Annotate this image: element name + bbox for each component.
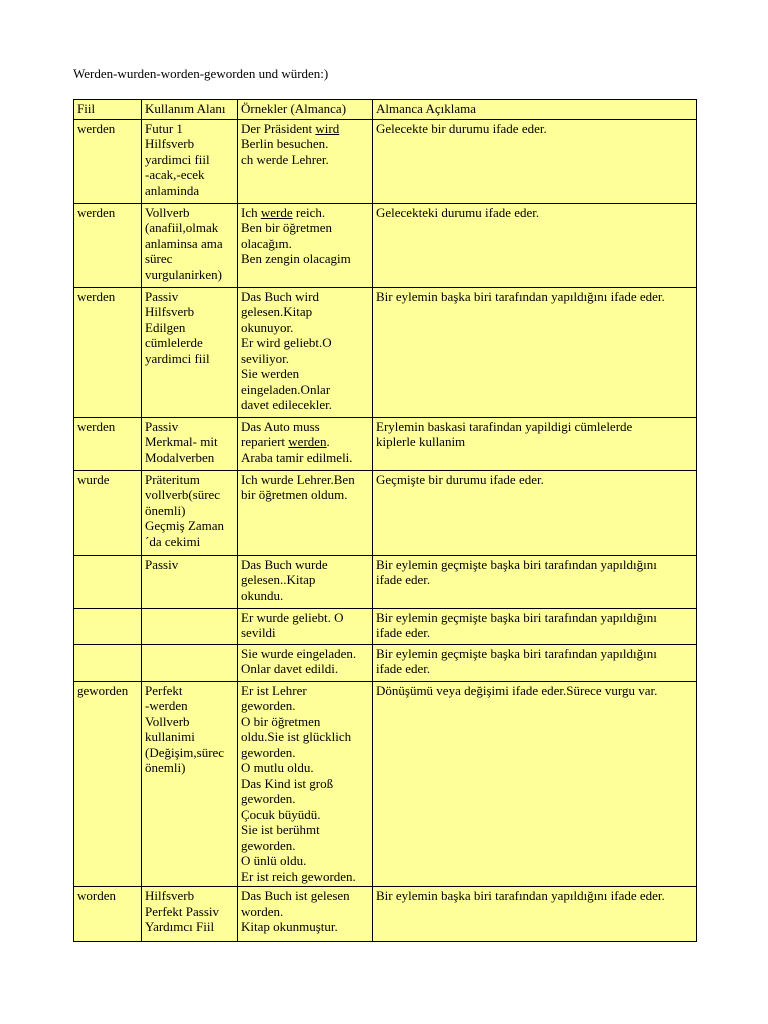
- cell-line: Hilfsverb: [145, 304, 195, 319]
- table-row: [74, 417, 697, 470]
- example-text: bir öğretmen oldum.: [241, 487, 348, 502]
- example-text: Er wurde geliebt. O: [241, 609, 344, 625]
- cell-fiil: [74, 644, 142, 681]
- cell-line: wurde: [77, 471, 110, 487]
- example-text: Sie werden: [241, 366, 300, 381]
- cell-ornekler: [238, 644, 373, 681]
- cell-line: Gelecekte bir durumu ifade eder.: [376, 120, 547, 136]
- example-text: worden.: [241, 903, 284, 919]
- cell-fiil: [74, 681, 142, 887]
- cell-line: Geçmiş Zaman: [145, 518, 225, 533]
- example-text: Das Kind ist groß: [241, 775, 334, 791]
- cell-line: (anafiil,olmak: [145, 220, 219, 235]
- example-line: [241, 661, 369, 677]
- example-line: [241, 588, 369, 604]
- example-line: [241, 919, 369, 935]
- example-text: Ben bir öğretmen: [241, 220, 332, 235]
- cell-line: ifade eder.: [376, 625, 431, 640]
- cell-aciklama: [373, 203, 697, 287]
- example-text: O ünlü oldu.: [241, 853, 307, 868]
- cell-line: Bir eylemin başka biri tarafından yapıldığını ifade eder.: [376, 288, 665, 304]
- example-line: [241, 289, 369, 305]
- example-text: Onlar davet edildi.: [241, 661, 339, 676]
- example-text: sevildi: [241, 625, 276, 640]
- cell-line: anlaminsa ama: [145, 235, 223, 251]
- example-text: Berlin besuchen.: [241, 136, 329, 151]
- example-line: [241, 121, 369, 137]
- cell-line: Bir eylemin başka biri tarafından yapıldığını ifade eder.: [376, 888, 665, 903]
- example-line: [241, 136, 369, 152]
- cell-line: Yardımcı Fiil: [145, 919, 215, 934]
- example-text: Das Auto muss: [241, 418, 320, 434]
- example-text: geworden.: [241, 837, 296, 853]
- cell-line: kullanimi: [145, 729, 195, 744]
- cell-line: Hilfsverb: [145, 136, 195, 151]
- cell-line: önemli): [145, 760, 186, 775]
- example-line: [241, 791, 369, 807]
- table-body: [74, 100, 697, 942]
- cell-ornekler: [238, 470, 373, 555]
- table-row: [74, 119, 697, 203]
- cell-fiil: [74, 417, 142, 470]
- cell-aciklama: [373, 287, 697, 417]
- header-cell-kullanim: Kullanım Alanı: [142, 100, 238, 120]
- cell-line: sürec: [145, 251, 173, 266]
- cell-line: Modalverben: [145, 449, 215, 465]
- example-line: [241, 450, 369, 466]
- example-line: [241, 807, 369, 823]
- example-line: [241, 904, 369, 920]
- cell-line: ifade eder.: [376, 572, 431, 587]
- example-line: [241, 625, 369, 641]
- cell-line: kiplerle kullanim: [376, 434, 466, 449]
- cell-aciklama: [373, 417, 697, 470]
- example-text: Das Buch wurde: [241, 556, 328, 572]
- cell-fiil: [74, 887, 142, 942]
- cell-line: Geçmişte bir durumu ifade eder.: [376, 471, 544, 487]
- table-header-row: [74, 100, 697, 120]
- cell-fiil: [74, 608, 142, 644]
- cell-line: Merkmal- mit: [145, 434, 218, 449]
- example-text: eingeladen.Onlar: [241, 381, 331, 397]
- cell-line: Perfekt: [145, 682, 183, 698]
- example-text: Kitap okunmuştur.: [241, 919, 338, 934]
- cell-line: -acak,-ecek: [145, 167, 205, 182]
- example-line: [241, 698, 369, 714]
- cell-line: Perfekt Passiv: [145, 903, 220, 919]
- cell-line: Dönüşümü veya değişimi ifade eder.Sürece vurgu var.: [376, 682, 658, 698]
- cell-aciklama: [373, 887, 697, 942]
- cell-line: Hilfsverb: [145, 888, 195, 903]
- cell-fiil: [74, 555, 142, 608]
- cell-line: Passiv: [145, 418, 179, 434]
- cell-line: geworden: [77, 682, 129, 698]
- example-line: [241, 220, 369, 236]
- example-text: Çocuk büyüdü.: [241, 806, 321, 822]
- example-text: Er ist Lehrer: [241, 682, 307, 698]
- cell-line: yardimci fiil: [145, 151, 210, 167]
- example-text: okunuyor.: [241, 319, 294, 335]
- example-line: [241, 714, 369, 730]
- cell-line: Erylemin baskasi tarafindan yapildigi cümlelerde: [376, 418, 633, 434]
- cell-aciklama: [373, 644, 697, 681]
- example-text: Sie wurde eingeladen.: [241, 645, 357, 661]
- table-row: [74, 608, 697, 644]
- cell-ornekler: [238, 417, 373, 470]
- cell-fiil: [74, 203, 142, 287]
- cell-line: Passiv: [145, 288, 179, 304]
- cell-ornekler: [238, 203, 373, 287]
- cell-kullanim: [142, 119, 238, 203]
- cell-line: Bir eylemin geçmişte başka biri tarafından yapıldığını: [376, 556, 657, 572]
- cell-kullanim: [142, 470, 238, 555]
- example-text: Das Buch wird: [241, 288, 319, 304]
- cell-ornekler: [238, 887, 373, 942]
- example-line: [241, 251, 369, 267]
- example-line: [241, 610, 369, 626]
- example-text: Er ist reich geworden.: [241, 868, 356, 884]
- cell-line: Futur 1: [145, 120, 183, 136]
- example-text: geworden.: [241, 744, 296, 760]
- example-line: [241, 382, 369, 398]
- cell-ornekler: [238, 681, 373, 887]
- cell-kullanim: [142, 555, 238, 608]
- table-row: [74, 287, 697, 417]
- table-row: [74, 470, 697, 555]
- header-cell-fiil: Fiil: [74, 100, 142, 120]
- cell-ornekler: [238, 287, 373, 417]
- grammar-table: [73, 99, 697, 942]
- example-line: [241, 729, 369, 745]
- example-line: [241, 304, 369, 320]
- example-line: [241, 152, 369, 168]
- example-line: [241, 776, 369, 792]
- example-line: [241, 822, 369, 838]
- table-row: [74, 681, 697, 887]
- cell-line: Bir eylemin geçmişte başka biri tarafından yapıldığını: [376, 645, 657, 661]
- table-row: [74, 555, 697, 608]
- example-line: [241, 646, 369, 662]
- example-text: geworden.: [241, 791, 296, 806]
- cell-kullanim: [142, 203, 238, 287]
- cell-line: (Değişim,sürec: [145, 744, 225, 760]
- example-line: [241, 838, 369, 854]
- example-line: [241, 683, 369, 699]
- example-line: [241, 572, 369, 588]
- cell-ornekler: [238, 555, 373, 608]
- example-text: geworden.: [241, 698, 296, 713]
- cell-line: vollverb(sürec: [145, 487, 221, 502]
- header-cell-aciklama: Almanca Açıklama: [373, 100, 697, 120]
- underlined-verb: werden: [288, 434, 327, 449]
- cell-aciklama: [373, 681, 697, 887]
- example-line: [241, 853, 369, 869]
- cell-ornekler: [238, 119, 373, 203]
- cell-line: cümlelerde: [145, 335, 203, 350]
- example-line: [241, 760, 369, 776]
- underlined-verb: wird: [315, 120, 340, 136]
- example-text: ch werde Lehrer.: [241, 151, 329, 167]
- example-line: [241, 472, 369, 488]
- example-line: [241, 557, 369, 573]
- cell-line: Edilgen: [145, 319, 186, 335]
- cell-line: werden: [77, 288, 116, 304]
- example-line: [241, 397, 369, 413]
- page-title: Werden-wurden-worden-geworden und würden:): [73, 66, 329, 81]
- example-text: Er wird geliebt.O: [241, 335, 332, 350]
- example-text: O bir öğretmen: [241, 713, 321, 729]
- cell-aciklama: [373, 470, 697, 555]
- table-row: [74, 644, 697, 681]
- cell-line: Gelecekteki durumu ifade eder.: [376, 204, 540, 220]
- example-text: Ich: [241, 204, 261, 220]
- cell-line: Präteritum: [145, 471, 200, 487]
- cell-line: werden: [77, 204, 116, 220]
- cell-aciklama: [373, 119, 697, 203]
- underlined-verb: werde: [260, 204, 293, 220]
- cell-line: werden: [77, 418, 116, 434]
- example-text: Das Buch ist gelesen: [241, 888, 350, 903]
- example-text: Ben zengin olacagim: [241, 251, 351, 266]
- cell-kullanim: [142, 417, 238, 470]
- example-line: [241, 320, 369, 336]
- header-cell-ornekler: Örnekler (Almanca): [238, 100, 373, 120]
- cell-kullanim: [142, 681, 238, 887]
- cell-line: anlaminda: [145, 182, 200, 198]
- example-text: Araba tamir edilmeli.: [241, 449, 353, 465]
- example-line: [241, 366, 369, 382]
- cell-kullanim: [142, 887, 238, 942]
- example-text: Sie ist berühmt: [241, 822, 320, 837]
- example-text: gelesen..Kitap: [241, 572, 316, 587]
- example-line: [241, 888, 369, 904]
- example-text: oldu.Sie ist glücklich: [241, 729, 352, 744]
- cell-line: Vollverb: [145, 713, 190, 729]
- cell-aciklama: [373, 608, 697, 644]
- example-line: [241, 487, 369, 503]
- table-row: [74, 203, 697, 287]
- cell-line: yardimci fiil: [145, 350, 210, 366]
- cell-fiil: [74, 470, 142, 555]
- example-text: repariert: [241, 434, 289, 449]
- example-text: Ich wurde Lehrer.Ben: [241, 471, 355, 487]
- example-line: [241, 745, 369, 761]
- cell-line: ´da cekimi: [145, 533, 201, 549]
- table-row: [74, 887, 697, 942]
- example-line: [241, 434, 369, 450]
- example-text: davet edilecekler.: [241, 397, 332, 412]
- example-text: O mutlu oldu.: [241, 760, 314, 775]
- cell-line: Bir eylemin geçmişte başka biri tarafından yapıldığını: [376, 609, 657, 625]
- example-line: [241, 419, 369, 435]
- example-text: olacağım.: [241, 235, 292, 251]
- example-line: [241, 236, 369, 252]
- example-text: Der Präsident: [241, 120, 316, 136]
- cell-ornekler: [238, 608, 373, 644]
- example-text: seviliyor.: [241, 350, 290, 366]
- example-text: gelesen.Kitap: [241, 304, 313, 319]
- cell-line: werden: [77, 120, 116, 136]
- example-line: [241, 869, 369, 885]
- example-line: [241, 335, 369, 351]
- example-text: okundu.: [241, 587, 284, 603]
- cell-kullanim: [142, 608, 238, 644]
- cell-fiil: [74, 119, 142, 203]
- example-line: [241, 351, 369, 367]
- cell-line: Passiv: [145, 556, 179, 572]
- example-line: [241, 205, 369, 221]
- cell-kullanim: [142, 644, 238, 681]
- cell-aciklama: [373, 555, 697, 608]
- cell-line: -werden: [145, 698, 188, 713]
- cell-line: Vollverb: [145, 204, 190, 220]
- cell-line: önemli): [145, 502, 186, 518]
- example-text: reich.: [292, 204, 326, 220]
- cell-kullanim: [142, 287, 238, 417]
- cell-line: ifade eder.: [376, 661, 431, 676]
- cell-line: vurgulanirken): [145, 266, 223, 282]
- cell-fiil: [74, 287, 142, 417]
- example-text: .: [326, 434, 330, 449]
- cell-line: worden: [77, 888, 116, 903]
